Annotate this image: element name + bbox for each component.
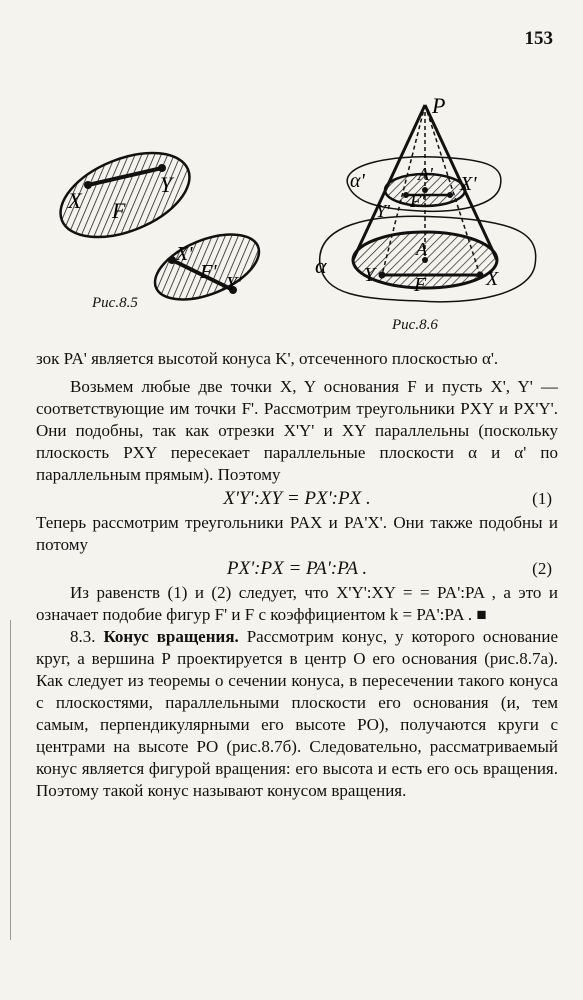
paragraph-4: Из равенств (1) и (2) следует, что X'Y':XY = = PA':PA , а это и означает подобие фигур F' и F с коэффициентом k = PA':PA . ■ bbox=[36, 583, 558, 624]
label-a2: A' bbox=[418, 164, 433, 184]
label-f2: F' bbox=[200, 261, 217, 283]
label-f: F bbox=[414, 274, 427, 296]
point-x bbox=[477, 272, 484, 279]
paragraph-1: зок PA' является высотой конуса K', отсеченного плоскостью α'. bbox=[36, 349, 499, 368]
formula-1 bbox=[36, 486, 558, 512]
figure-8-6 bbox=[310, 95, 565, 320]
label-x: X bbox=[68, 188, 82, 213]
paragraph-2: Возьмем любые две точки X, Y основания F и пусть X', Y' — соответствующие им точки F'. Рассмотрим треугольники PXY и PX'Y'. Они подобны, так как отрезки X'Y' и XY параллельны (поскольку плоскость PXY пересекает параллельные плоскости α и α' по параллельным прямым). Поэтому bbox=[36, 377, 558, 484]
label-x2: X' bbox=[176, 243, 193, 265]
label-f2: F' bbox=[410, 191, 425, 211]
label-y2: Y' bbox=[376, 201, 390, 221]
paragraph-3: Теперь рассмотрим треугольники PAX и PA'X'. Они также подобны и потому bbox=[36, 513, 558, 554]
margin-rule bbox=[10, 620, 11, 940]
point-x bbox=[84, 181, 92, 189]
label-a: A bbox=[416, 239, 427, 259]
label-p: P bbox=[432, 95, 446, 118]
label-alpha: α bbox=[315, 253, 327, 278]
formula-1-number: (1) bbox=[532, 489, 552, 508]
page-number: 153 bbox=[524, 28, 553, 49]
formula-2-number: (2) bbox=[532, 559, 552, 578]
label-y2: Y' bbox=[226, 273, 242, 295]
paragraph-5-text: Рассмотрим конус, у которого основание круг, а вершина P проектируется в центр O его основания (рис.8.7а). Как следует из теоремы о сечении конуса, в пересечении такого конуса с плоскостями, параллельными плоскости его основания (и, тем самым, перпендикулярными его высоте PO), получаются круги с центрами на высоте PO (рис.8.7б). Следовательно, рассматриваемый конус является фигурой вращения: его высота и есть его ось вращения. Поэтому такой конус называют конусом вращения. bbox=[36, 627, 559, 800]
formula-2 bbox=[36, 556, 558, 582]
point-y2 bbox=[403, 192, 409, 198]
formula-2-expression: PX':PX = PA':PA . bbox=[226, 558, 368, 579]
point-x2 bbox=[168, 256, 176, 264]
label-f: F bbox=[112, 198, 126, 223]
formula-1-expression: X'Y':XY = PX':PX . bbox=[223, 488, 371, 509]
body-text bbox=[36, 348, 558, 802]
section-title: Конус вращения. bbox=[103, 627, 239, 646]
point-x2 bbox=[447, 192, 453, 198]
label-x: X bbox=[486, 268, 499, 290]
caption-fig-8-5: Рис.8.5 bbox=[92, 295, 138, 311]
label-alpha2: α' bbox=[350, 170, 365, 192]
label-y: Y bbox=[364, 264, 376, 286]
point-y bbox=[158, 164, 166, 172]
label-y: Y bbox=[160, 172, 173, 197]
caption-fig-8-6: Рис.8.6 bbox=[392, 317, 438, 333]
label-x2: X' bbox=[460, 173, 477, 195]
section-number: 8.3. bbox=[70, 627, 104, 646]
paragraph-5 bbox=[36, 626, 558, 802]
point-y bbox=[379, 272, 386, 279]
figures-area bbox=[0, 90, 583, 340]
figure-8-5 bbox=[50, 150, 310, 360]
